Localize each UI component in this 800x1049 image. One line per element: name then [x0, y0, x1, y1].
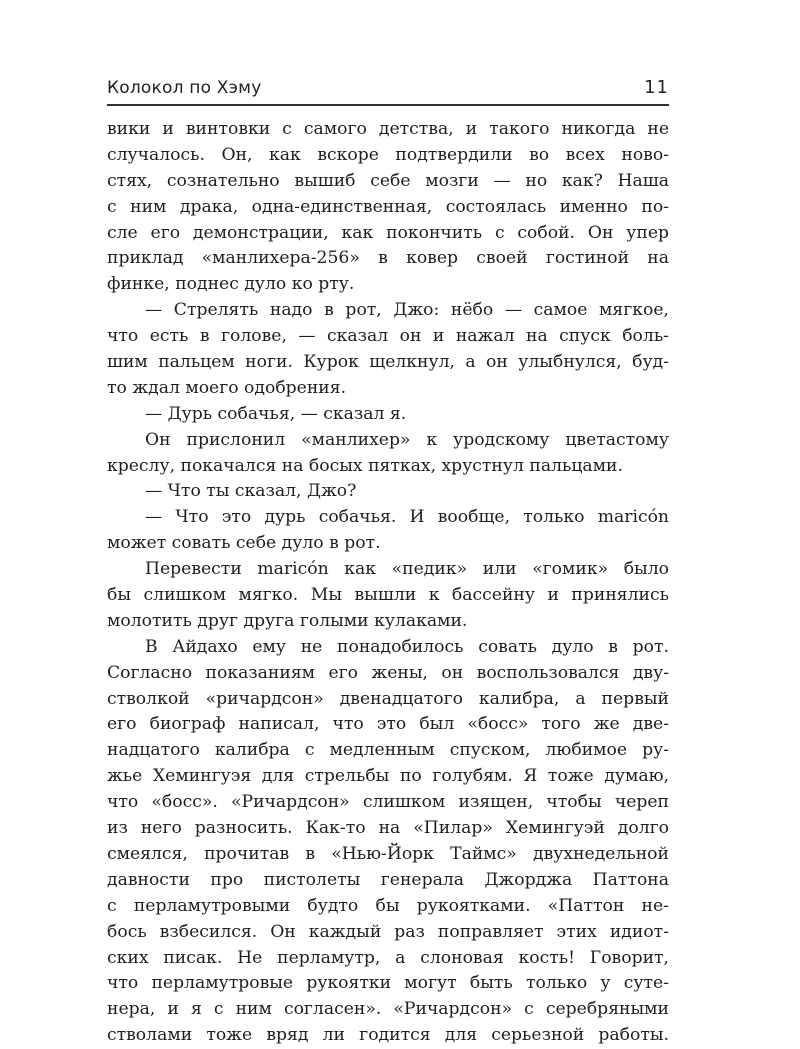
text-line: ских писак. Не перламутр, а слоновая кость! Говорит,	[107, 947, 669, 968]
text-line: давности про пистолеты генерала Джорджа Паттона	[107, 869, 669, 890]
text-line: с перламутровыми будто бы рукоятками. «Паттон не-	[107, 895, 669, 916]
text-line: смеялся, прочитав в «Нью-Йорк Таймс» двухнедельной	[107, 843, 669, 864]
text-line: бы слишком мягко. Мы вышли к бассейну и принялись	[107, 585, 669, 606]
header-rule	[107, 104, 669, 106]
text-line: приклад «манлихера-256» в ковер своей гостиной на	[107, 248, 669, 269]
text-line: то ждал моего одобрения.	[107, 377, 347, 398]
text-line: нера, и я с ним согласен». «Ричардсон» с серебряными	[107, 999, 669, 1020]
text-line: бось взбесился. Он каждый раз поправляет этих идиот-	[107, 921, 669, 942]
body-text	[107, 117, 669, 1049]
text-line: стволкой «ричардсон» двенадцатого калибра, а первый	[107, 688, 669, 709]
text-line: — Что ты сказал, Джо?	[145, 481, 357, 502]
text-line: может совать себе дуло в рот.	[107, 533, 381, 554]
text-line: — Стрелять надо в рот, Джо: нёбо — самое мягкое,	[145, 300, 669, 321]
running-title: Колокол по Хэму	[107, 78, 262, 98]
text-line: жье Хемингуэя для стрельбы по голубям. Я тоже думаю,	[107, 766, 669, 787]
text-line: креслу, покачался на босых пятках, хрустнул пальцами.	[107, 455, 623, 476]
text-line: его биограф написал, что это был «босс» того же две-	[107, 714, 669, 735]
text-line: шим пальцем ноги. Курок щелкнул, а он улыбнулся, буд-	[107, 352, 669, 373]
text-line: Согласно показаниям его жены, он воспользовался дву-	[107, 662, 669, 683]
text-line: сле его демонстрации, как покончить с собой. Он упер	[107, 222, 669, 243]
text-line: надцатого калибра с медленным спуском, любимое ру-	[107, 740, 669, 761]
text-line: В Айдахо ему не понадобилось совать дуло в рот.	[145, 636, 669, 657]
text-line: вики и винтовки с самого детства, и такого никогда не	[107, 119, 669, 139]
text-line: — Дурь собачья, — сказал я.	[145, 403, 407, 424]
running-header	[107, 74, 669, 104]
text-line: что перламутровые рукоятки могут быть только у суте-	[107, 973, 669, 994]
text-line: из него разносить. Как-то на «Пилар» Хемингуэй долго	[107, 818, 669, 839]
text-line: с ним драка, одна-единственная, состоялась именно по-	[107, 196, 669, 217]
text-line: стях, сознательно вышиб себе мозги — но как? Наша	[107, 170, 669, 191]
text-line: молотить друг друга голыми кулаками.	[107, 610, 468, 631]
text-line: финке, поднес дуло ко рту.	[107, 274, 355, 295]
text-line: что «босс». «Ричардсон» слишком изящен, чтобы череп	[107, 792, 669, 813]
text-line: что есть в голове, — сказал он и нажал на спуск боль-	[107, 326, 669, 347]
text-line: Перевести maricón как «педик» или «гомик» было	[145, 559, 669, 580]
text-line: — Что это дурь собачья. И вообще, только maricón	[145, 507, 669, 528]
page-number: 11	[644, 77, 669, 98]
text-line: случалось. Он, как вскоре подтвердили во всех ново-	[107, 144, 669, 165]
text-line: стволами тоже вряд ли годится для серьезной работы.	[107, 1025, 669, 1046]
text-line: Он прислонил «манлихер» к уродскому цветастому	[145, 429, 669, 450]
